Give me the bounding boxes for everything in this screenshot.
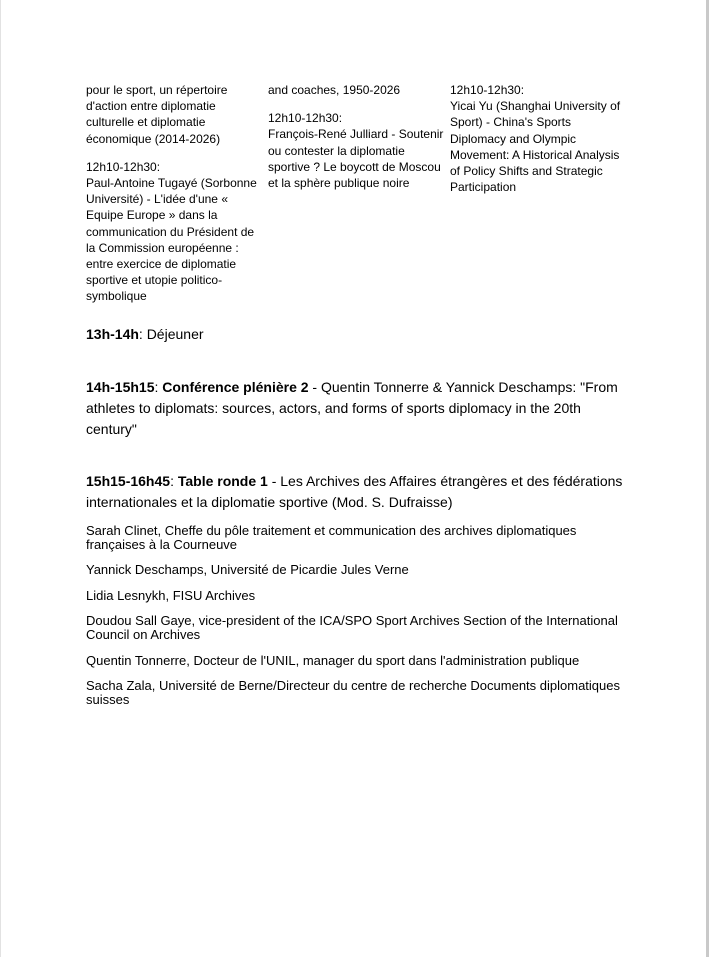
plenary-label: Conférence plénière 2 bbox=[162, 379, 309, 395]
session-description: Yicai Yu (Shanghai University of Sport) - China's Sports Diplomacy and Olympic Movement: A Historical Analysis of Policy Shifts and Strategic Participation bbox=[450, 99, 621, 195]
session-abstract: and coaches, 1950-2026 bbox=[268, 83, 401, 97]
session-description: François-René Julliard - Soutenir ou contester la diplomatie sportive ? Le boycott de Moscou et la sphère publique noire bbox=[268, 127, 444, 191]
lunch-entry bbox=[86, 324, 631, 345]
roundtable-description: - Les Archives des Affaires étrangères et des fédérations internationales et la diplomatie sportive (Mod. S. Dufraisse) bbox=[86, 473, 623, 510]
participant: Sarah Clinet, Cheffe du pôle traitement et communication des archives diplomatiques françaises à la Courneuve bbox=[86, 523, 577, 552]
session-time: 12h10-12h30: bbox=[268, 111, 343, 126]
roundtable-entry bbox=[86, 471, 631, 513]
schedule-column-2 bbox=[268, 82, 444, 191]
plenary-description: - Quentin Tonnerre & Yannick Deschamps: "From athletes to diplomats: sources, actors, and forms of sports diplomacy in the 20th century" bbox=[86, 379, 618, 437]
participant: Quentin Tonnerre, Docteur de l'UNIL, manager du sport dans l'administration publique bbox=[86, 652, 580, 668]
session-description: Paul-Antoine Tugayé (Sorbonne Université) - L'idée d'une « Equipe Europe » dans la communication du Président de la Commission européenne : entre exercice de diplomatie sportive et utopie politico-symbolique bbox=[86, 176, 257, 304]
participant: Yannick Deschamps, Université de Picardie Jules Verne bbox=[86, 562, 409, 578]
roundtable-label: Table ronde 1 bbox=[177, 473, 268, 489]
participant: Lidia Lesnykh, FISU Archives bbox=[86, 587, 256, 603]
session-slot bbox=[450, 82, 626, 195]
session-abstract: pour le sport, un répertoire d'action entre diplomatie culturelle et diplomatie économique (2014-2026) bbox=[86, 83, 228, 146]
roundtable-colon: : bbox=[170, 473, 178, 489]
session-time: 12h10-12h30: bbox=[86, 159, 161, 174]
plenary-entry bbox=[86, 377, 631, 440]
session-time: 12h10-12h30: bbox=[450, 83, 525, 97]
schedule-column-3 bbox=[450, 82, 626, 195]
page-left-edge bbox=[0, 0, 1, 957]
plenary-time: 14h-15h15 bbox=[86, 379, 155, 395]
roundtable-time: 15h15-16h45 bbox=[86, 473, 171, 489]
session-slot bbox=[86, 159, 262, 305]
participant-list bbox=[86, 524, 631, 718]
plenary-colon: : bbox=[154, 379, 163, 395]
schedule-column-1 bbox=[86, 82, 262, 305]
session-slot bbox=[268, 110, 444, 191]
participant: Sacha Zala, Université de Berne/Directeur du centre de recherche Documents diplomatiques suisses bbox=[86, 678, 620, 707]
lunch-time: 13h-14h bbox=[86, 326, 139, 342]
participant: Doudou Sall Gaye, vice-president of the ICA/SPO Sport Archives Section of the International Council on Archives bbox=[86, 613, 618, 642]
lunch-label: : Déjeuner bbox=[138, 326, 204, 342]
